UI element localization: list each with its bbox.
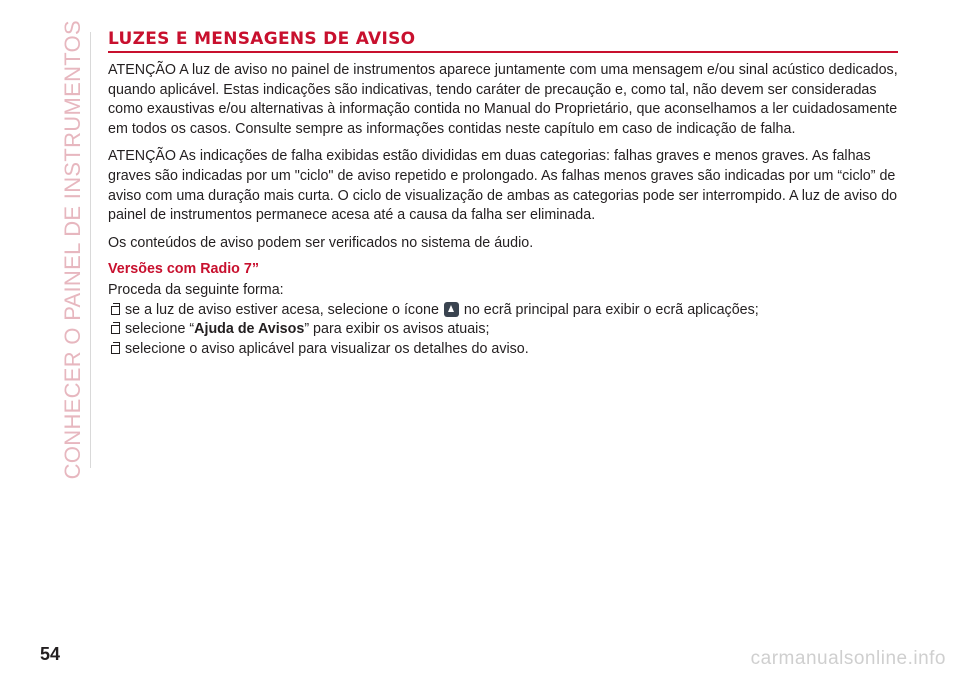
step-bullet-icon: [111, 325, 120, 334]
warning-paragraph-2: ATENÇÃO As indicações de falha exibidas estão divididas em duas categorias: falhas graves e menos graves. As falhas graves são indicadas por um "ciclo" de aviso repetido e prolongado. As falhas menos graves são indicadas por um “ciclo” de aviso com uma duração mais curta. O ciclo de visualização de ambas as categorias pode ser interrompido. A luz de aviso do painel de instrumentos permanece acesa até a causa da falha ser eliminada.: [108, 148, 898, 224]
section-title: LUZES E MENSAGENS DE AVISO: [108, 28, 898, 53]
page-content: [108, 28, 898, 359]
step-item-3: [108, 340, 898, 360]
side-section-title-text: CONHECER O PAINEL DE INSTRUMENTOS: [60, 20, 85, 480]
step-item-1: [108, 301, 898, 321]
warning-paragraph-1: ATENÇÃO A luz de aviso no painel de instrumentos aparece juntamente com uma mensagem e/ou sinal acústico dedicados, quando aplicável. Estas indicações são indicativas, tendo caráter de precaução e, como tal, não devem ser consideradas como exaustivas e/ou alternativas à informação contida no Manual do Proprietário, que aconselhamos a ler cuidadosamente em todos os casos. Consulte sempre as informações contidas neste capítulo em caso de indicação de falha.: [108, 62, 898, 137]
subheading-radio-versions: Versões com Radio 7”: [108, 261, 259, 278]
warning-triangle-icon: [444, 302, 459, 317]
instruction-intro: Proceda da seguinte forma:: [108, 281, 284, 298]
step-text-1: se a luz de aviso estiver acesa, selecione o ícone no ecrã principal para exibir o ecrã aplicações;: [125, 301, 759, 318]
step-item-2: [108, 320, 898, 340]
page-number: 54: [40, 644, 61, 664]
side-section-title: [56, 20, 91, 480]
step-text-2: selecione “Ajuda de Avisos” para exibir os avisos atuais;: [125, 321, 490, 338]
site-watermark: carmanualsonline.info: [750, 648, 946, 669]
ajuda-de-avisos-label: Ajuda de Avisos: [194, 321, 305, 338]
audio-system-paragraph: Os conteúdos de aviso podem ser verificados no sistema de áudio.: [108, 234, 534, 251]
step-text-3: selecione o aviso aplicável para visualizar os detalhes do aviso.: [125, 340, 529, 357]
step-bullet-icon: [111, 306, 120, 315]
step-bullet-icon: [111, 345, 120, 354]
